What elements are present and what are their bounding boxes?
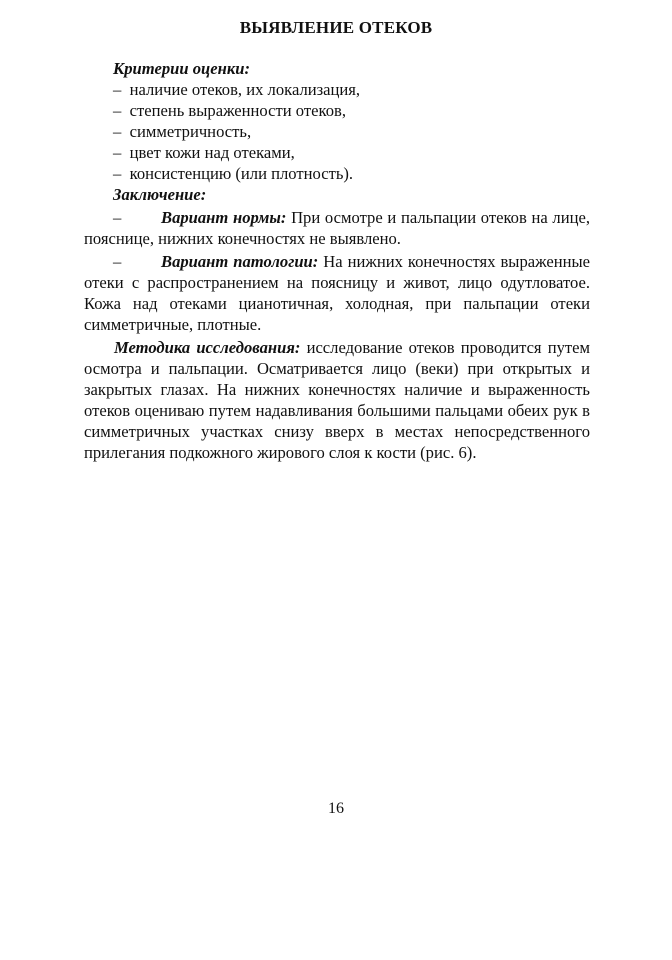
method-text: исследование отеков проводится путем осмотра и пальпации. Осматривается лицо (веки) при открытых и закрытых глазах. На нижних конечностях наличие и выраженность отеков оцениваю путем надавливания большими пальцами обеих рук в симметричных участках снизу вверх в местах непосредственного прилегания подкожного жирового слоя к кости (рис. 6). xyxy=(84,338,591,462)
pathology-dash: – xyxy=(113,252,122,271)
page-number: 16 xyxy=(328,800,344,817)
method-label: Методика исследования: xyxy=(114,338,301,357)
norm-variant-paragraph xyxy=(84,207,590,249)
page-content xyxy=(84,58,590,463)
conclusion-heading: Заключение: xyxy=(113,185,207,204)
pathology-variant-paragraph xyxy=(84,251,590,335)
norm-variant-text: При осмотре и пальпации отеков на лице, пояснице, нижних конечностях не выявлено. xyxy=(84,208,590,248)
criteria-item: – степень выраженности отеков, xyxy=(113,100,590,121)
norm-dash: – xyxy=(113,208,122,227)
pathology-variant-label: Вариант патологии: xyxy=(161,252,319,271)
pathology-variant-text: На нижних конечностях выраженные отеки с распространением на поясницу и живот, лицо одутловатое. Кожа над отеками цианотичная, холодная, при пальпации отеки симметричные, плотные. xyxy=(84,252,590,334)
criteria-list xyxy=(84,79,590,184)
criteria-item: – симметричность, xyxy=(113,121,590,142)
criteria-heading: Критерии оценки: xyxy=(113,59,251,78)
criteria-item: – консистенцию (или плотность). xyxy=(113,163,590,184)
criteria-item: – цвет кожи над отеками, xyxy=(113,142,590,163)
page-title: ВЫЯВЛЕНИЕ ОТЕКОВ xyxy=(239,18,433,37)
method-paragraph xyxy=(84,337,590,463)
criteria-item: – наличие отеков, их локализация, xyxy=(113,79,590,100)
norm-variant-label: Вариант нормы: xyxy=(161,208,287,227)
